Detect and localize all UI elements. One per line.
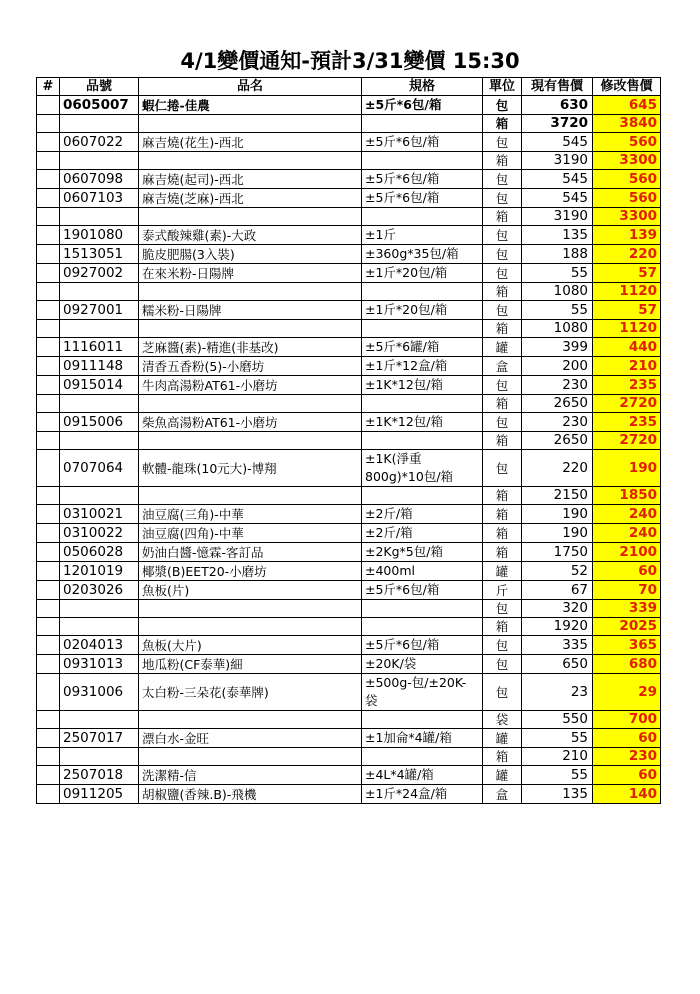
table-row: [37, 413, 661, 432]
unit-cell: 罐: [483, 338, 522, 357]
col-header-idx: #: [37, 78, 60, 96]
spec-cell: [362, 432, 483, 450]
row-index-cell: [37, 226, 60, 245]
new-price-cell: 2720: [593, 395, 661, 413]
product-code-cell: 0506028: [60, 543, 139, 562]
new-price-cell: 60: [593, 562, 661, 581]
unit-cell: 箱: [483, 543, 522, 562]
unit-cell: 包: [483, 170, 522, 189]
unit-cell: 箱: [483, 618, 522, 636]
current-price-cell: 23: [522, 674, 593, 711]
product-code-cell: [60, 152, 139, 170]
new-price-cell: 139: [593, 226, 661, 245]
spec-cell: ±20K/袋: [362, 655, 483, 674]
product-name-cell: 麻吉燒(花生)-西北: [139, 133, 362, 152]
product-code-cell: 0915006: [60, 413, 139, 432]
product-code-cell: 0310021: [60, 505, 139, 524]
product-code-cell: 0931013: [60, 655, 139, 674]
table-row: [37, 450, 661, 487]
spec-cell: ±500g-包/±20K-袋: [362, 674, 483, 711]
current-price-cell: 188: [522, 245, 593, 264]
product-code-cell: 1116011: [60, 338, 139, 357]
new-price-cell: 190: [593, 450, 661, 487]
product-name-cell: 漂白水-金旺: [139, 729, 362, 748]
current-price-cell: 320: [522, 600, 593, 618]
row-index-cell: [37, 133, 60, 152]
row-index-cell: [37, 487, 60, 505]
row-index-cell: [37, 524, 60, 543]
table-row: [37, 432, 661, 450]
table-row: [37, 96, 661, 115]
unit-cell: 箱: [483, 487, 522, 505]
new-price-cell: 60: [593, 766, 661, 785]
row-index-cell: [37, 170, 60, 189]
product-name-cell: 魚板(片): [139, 581, 362, 600]
price-change-table: [36, 77, 661, 804]
unit-cell: 箱: [483, 748, 522, 766]
unit-cell: 包: [483, 636, 522, 655]
spec-cell: ±2Kg*5包/箱: [362, 543, 483, 562]
row-index-cell: [37, 543, 60, 562]
new-price-cell: 3840: [593, 115, 661, 133]
row-index-cell: [37, 357, 60, 376]
table-row: [37, 766, 661, 785]
new-price-cell: 2720: [593, 432, 661, 450]
row-index-cell: [37, 636, 60, 655]
table-row: [37, 487, 661, 505]
product-code-cell: [60, 432, 139, 450]
spec-cell: ±1K(淨重800g)*10包/箱: [362, 450, 483, 487]
product-name-cell: 在來米粉-日陽牌: [139, 264, 362, 283]
new-price-cell: 240: [593, 524, 661, 543]
current-price-cell: 3720: [522, 115, 593, 133]
current-price-cell: 630: [522, 96, 593, 115]
row-index-cell: [37, 283, 60, 301]
new-price-cell: 235: [593, 376, 661, 395]
current-price-cell: 545: [522, 133, 593, 152]
unit-cell: 包: [483, 226, 522, 245]
product-name-cell: 芝麻醬(素)-精進(非基改): [139, 338, 362, 357]
product-code-cell: 0931006: [60, 674, 139, 711]
spec-cell: ±2斤/箱: [362, 524, 483, 543]
unit-cell: 袋: [483, 711, 522, 729]
row-index-cell: [37, 618, 60, 636]
product-code-cell: 1513051: [60, 245, 139, 264]
spec-cell: [362, 711, 483, 729]
product-code-cell: 0911148: [60, 357, 139, 376]
spec-cell: ±5斤*6包/箱: [362, 133, 483, 152]
table-row: [37, 133, 661, 152]
table-row: [37, 674, 661, 711]
row-index-cell: [37, 96, 60, 115]
unit-cell: 包: [483, 674, 522, 711]
product-name-cell: 麻吉燒(起司)-西北: [139, 170, 362, 189]
new-price-cell: 240: [593, 505, 661, 524]
table-row: [37, 562, 661, 581]
table-row: [37, 226, 661, 245]
spec-cell: [362, 115, 483, 133]
row-index-cell: [37, 562, 60, 581]
spec-cell: ±1K*12包/箱: [362, 413, 483, 432]
product-code-cell: 0203026: [60, 581, 139, 600]
table-row: [37, 524, 661, 543]
col-header-new-price: 修改售價: [593, 78, 661, 96]
row-index-cell: [37, 320, 60, 338]
product-name-cell: [139, 208, 362, 226]
row-index-cell: [37, 152, 60, 170]
table-row: [37, 264, 661, 283]
spec-cell: ±1斤*24盒/箱: [362, 785, 483, 804]
product-name-cell: 脆皮肥腸(3入裝): [139, 245, 362, 264]
product-name-cell: [139, 487, 362, 505]
new-price-cell: 3300: [593, 152, 661, 170]
table-row: [37, 505, 661, 524]
current-price-cell: 335: [522, 636, 593, 655]
table-row: [37, 711, 661, 729]
row-index-cell: [37, 115, 60, 133]
row-index-cell: [37, 581, 60, 600]
new-price-cell: 1120: [593, 283, 661, 301]
unit-cell: 包: [483, 189, 522, 208]
current-price-cell: 135: [522, 785, 593, 804]
spec-cell: ±1斤: [362, 226, 483, 245]
product-name-cell: 太白粉-三朵花(泰華牌): [139, 674, 362, 711]
unit-cell: 包: [483, 245, 522, 264]
product-name-cell: 地瓜粉(CF泰華)細: [139, 655, 362, 674]
product-name-cell: 胡椒鹽(香辣.B)-飛機: [139, 785, 362, 804]
spec-cell: [362, 618, 483, 636]
product-name-cell: [139, 432, 362, 450]
spec-cell: [362, 152, 483, 170]
product-code-cell: [60, 600, 139, 618]
unit-cell: 罐: [483, 562, 522, 581]
spec-cell: ±5斤*6包/箱: [362, 96, 483, 115]
product-name-cell: 麻吉燒(芝麻)-西北: [139, 189, 362, 208]
current-price-cell: 545: [522, 170, 593, 189]
unit-cell: 盒: [483, 785, 522, 804]
current-price-cell: 1920: [522, 618, 593, 636]
unit-cell: 箱: [483, 320, 522, 338]
spec-cell: ±1斤*20包/箱: [362, 301, 483, 320]
current-price-cell: 3190: [522, 208, 593, 226]
spec-cell: [362, 283, 483, 301]
table-row: [37, 618, 661, 636]
product-name-cell: 奶油白醬-憶霖-客訂品: [139, 543, 362, 562]
product-code-cell: 0707064: [60, 450, 139, 487]
table-row: [37, 152, 661, 170]
table-row: [37, 655, 661, 674]
current-price-cell: 55: [522, 264, 593, 283]
table-row: [37, 729, 661, 748]
unit-cell: 箱: [483, 283, 522, 301]
new-price-cell: 57: [593, 264, 661, 283]
spec-cell: [362, 600, 483, 618]
current-price-cell: 220: [522, 450, 593, 487]
row-index-cell: [37, 395, 60, 413]
unit-cell: 包: [483, 600, 522, 618]
product-name-cell: [139, 395, 362, 413]
product-name-cell: 牛肉高湯粉AT61-小磨坊: [139, 376, 362, 395]
product-code-cell: [60, 711, 139, 729]
new-price-cell: 2025: [593, 618, 661, 636]
spec-cell: ±400ml: [362, 562, 483, 581]
table-row: [37, 283, 661, 301]
unit-cell: 包: [483, 96, 522, 115]
unit-cell: 箱: [483, 524, 522, 543]
new-price-cell: 2100: [593, 543, 661, 562]
table-row: [37, 543, 661, 562]
unit-cell: 罐: [483, 766, 522, 785]
table-row: [37, 115, 661, 133]
unit-cell: 箱: [483, 115, 522, 133]
table-row: [37, 395, 661, 413]
product-name-cell: [139, 115, 362, 133]
current-price-cell: 2650: [522, 432, 593, 450]
spec-cell: ±1加侖*4罐/箱: [362, 729, 483, 748]
product-code-cell: [60, 283, 139, 301]
product-code-cell: 0607098: [60, 170, 139, 189]
unit-cell: 箱: [483, 432, 522, 450]
row-index-cell: [37, 301, 60, 320]
spec-cell: [362, 487, 483, 505]
row-index-cell: [37, 432, 60, 450]
unit-cell: 盒: [483, 357, 522, 376]
row-index-cell: [37, 376, 60, 395]
table-row: [37, 245, 661, 264]
unit-cell: 包: [483, 376, 522, 395]
product-code-cell: 2507018: [60, 766, 139, 785]
unit-cell: 箱: [483, 505, 522, 524]
row-index-cell: [37, 674, 60, 711]
product-code-cell: [60, 618, 139, 636]
product-code-cell: 0915014: [60, 376, 139, 395]
product-code-cell: [60, 487, 139, 505]
product-name-cell: [139, 711, 362, 729]
product-code-cell: 1201019: [60, 562, 139, 581]
current-price-cell: 650: [522, 655, 593, 674]
table-row: [37, 170, 661, 189]
unit-cell: 箱: [483, 152, 522, 170]
unit-cell: 包: [483, 301, 522, 320]
unit-cell: 包: [483, 264, 522, 283]
product-code-cell: [60, 208, 139, 226]
new-price-cell: 220: [593, 245, 661, 264]
col-header-unit: 單位: [483, 78, 522, 96]
spec-cell: ±1K*12包/箱: [362, 376, 483, 395]
product-name-cell: [139, 283, 362, 301]
new-price-cell: 700: [593, 711, 661, 729]
unit-cell: 包: [483, 413, 522, 432]
spec-cell: ±2斤/箱: [362, 505, 483, 524]
new-price-cell: 70: [593, 581, 661, 600]
product-code-cell: 0605007: [60, 96, 139, 115]
new-price-cell: 1850: [593, 487, 661, 505]
table-row: [37, 301, 661, 320]
row-index-cell: [37, 711, 60, 729]
col-header-name: 品名: [139, 78, 362, 96]
spec-cell: ±360g*35包/箱: [362, 245, 483, 264]
current-price-cell: 230: [522, 376, 593, 395]
table-row: [37, 376, 661, 395]
spec-cell: ±5斤*6包/箱: [362, 189, 483, 208]
unit-cell: 箱: [483, 395, 522, 413]
unit-cell: 斤: [483, 581, 522, 600]
current-price-cell: 135: [522, 226, 593, 245]
row-index-cell: [37, 264, 60, 283]
product-code-cell: 0911205: [60, 785, 139, 804]
product-code-cell: 0607103: [60, 189, 139, 208]
table-row: [37, 600, 661, 618]
product-code-cell: 2507017: [60, 729, 139, 748]
new-price-cell: 645: [593, 96, 661, 115]
row-index-cell: [37, 748, 60, 766]
table-row: [37, 320, 661, 338]
unit-cell: 罐: [483, 729, 522, 748]
current-price-cell: 1750: [522, 543, 593, 562]
product-code-cell: 0927001: [60, 301, 139, 320]
spec-cell: ±5斤*6包/箱: [362, 170, 483, 189]
unit-cell: 箱: [483, 208, 522, 226]
product-name-cell: 軟體-龍珠(10元大)-博翔: [139, 450, 362, 487]
new-price-cell: 560: [593, 189, 661, 208]
product-name-cell: 椰漿(B)EET20-小磨坊: [139, 562, 362, 581]
spec-cell: [362, 748, 483, 766]
row-index-cell: [37, 413, 60, 432]
product-name-cell: [139, 748, 362, 766]
spec-cell: [362, 395, 483, 413]
current-price-cell: 1080: [522, 320, 593, 338]
row-index-cell: [37, 450, 60, 487]
product-code-cell: [60, 115, 139, 133]
product-code-cell: [60, 748, 139, 766]
spec-cell: ±1斤*20包/箱: [362, 264, 483, 283]
new-price-cell: 339: [593, 600, 661, 618]
table-row: [37, 357, 661, 376]
table-row: [37, 785, 661, 804]
new-price-cell: 230: [593, 748, 661, 766]
spec-cell: ±4L*4罐/箱: [362, 766, 483, 785]
spec-cell: ±5斤*6罐/箱: [362, 338, 483, 357]
product-name-cell: 魚板(大片): [139, 636, 362, 655]
row-index-cell: [37, 600, 60, 618]
current-price-cell: 52: [522, 562, 593, 581]
new-price-cell: 140: [593, 785, 661, 804]
current-price-cell: 1080: [522, 283, 593, 301]
spec-cell: ±5斤*6包/箱: [362, 636, 483, 655]
spec-cell: ±1斤*12盒/箱: [362, 357, 483, 376]
row-index-cell: [37, 655, 60, 674]
new-price-cell: 57: [593, 301, 661, 320]
current-price-cell: 200: [522, 357, 593, 376]
product-code-cell: 0310022: [60, 524, 139, 543]
table-row: [37, 338, 661, 357]
row-index-cell: [37, 766, 60, 785]
product-code-cell: 0927002: [60, 264, 139, 283]
spec-cell: [362, 320, 483, 338]
col-header-code: 品號: [60, 78, 139, 96]
product-name-cell: 泰式酸辣雞(素)-大政: [139, 226, 362, 245]
current-price-cell: 55: [522, 729, 593, 748]
page-title: 4/1變價通知-預計3/31變價 15:30: [180, 49, 520, 73]
product-name-cell: [139, 152, 362, 170]
product-name-cell: 油豆腐(四角)-中華: [139, 524, 362, 543]
row-index-cell: [37, 245, 60, 264]
new-price-cell: 560: [593, 170, 661, 189]
product-name-cell: 柴魚高湯粉AT61-小磨坊: [139, 413, 362, 432]
new-price-cell: 365: [593, 636, 661, 655]
product-name-cell: 油豆腐(三角)-中華: [139, 505, 362, 524]
product-name-cell: 清香五香粉(5)-小磨坊: [139, 357, 362, 376]
product-name-cell: [139, 600, 362, 618]
new-price-cell: 1120: [593, 320, 661, 338]
new-price-cell: 29: [593, 674, 661, 711]
product-name-cell: [139, 320, 362, 338]
new-price-cell: 560: [593, 133, 661, 152]
product-name-cell: 糯米粉-日陽牌: [139, 301, 362, 320]
current-price-cell: 55: [522, 766, 593, 785]
new-price-cell: 60: [593, 729, 661, 748]
current-price-cell: 190: [522, 524, 593, 543]
col-header-current-price: 現有售價: [522, 78, 593, 96]
table-row: [37, 189, 661, 208]
row-index-cell: [37, 189, 60, 208]
col-header-spec: 規格: [362, 78, 483, 96]
product-code-cell: [60, 395, 139, 413]
new-price-cell: 235: [593, 413, 661, 432]
new-price-cell: 210: [593, 357, 661, 376]
unit-cell: 包: [483, 655, 522, 674]
new-price-cell: 3300: [593, 208, 661, 226]
current-price-cell: 2150: [522, 487, 593, 505]
row-index-cell: [37, 208, 60, 226]
header-row: [37, 78, 661, 96]
unit-cell: 包: [483, 450, 522, 487]
current-price-cell: 190: [522, 505, 593, 524]
current-price-cell: 67: [522, 581, 593, 600]
product-code-cell: [60, 320, 139, 338]
product-name-cell: 蝦仁捲-佳農: [139, 96, 362, 115]
row-index-cell: [37, 785, 60, 804]
current-price-cell: 2650: [522, 395, 593, 413]
product-code-cell: 1901080: [60, 226, 139, 245]
table-row: [37, 581, 661, 600]
current-price-cell: 550: [522, 711, 593, 729]
spec-cell: ±5斤*6包/箱: [362, 581, 483, 600]
current-price-cell: 210: [522, 748, 593, 766]
row-index-cell: [37, 505, 60, 524]
product-code-cell: 0607022: [60, 133, 139, 152]
current-price-cell: 399: [522, 338, 593, 357]
spec-cell: [362, 208, 483, 226]
product-code-cell: 0204013: [60, 636, 139, 655]
new-price-cell: 680: [593, 655, 661, 674]
row-index-cell: [37, 729, 60, 748]
product-name-cell: 洗潔精-信: [139, 766, 362, 785]
table-body: [37, 96, 661, 804]
table-row: [37, 636, 661, 655]
current-price-cell: 55: [522, 301, 593, 320]
current-price-cell: 3190: [522, 152, 593, 170]
row-index-cell: [37, 338, 60, 357]
table-row: [37, 748, 661, 766]
product-name-cell: [139, 618, 362, 636]
unit-cell: 包: [483, 133, 522, 152]
table-row: [37, 208, 661, 226]
new-price-cell: 440: [593, 338, 661, 357]
current-price-cell: 545: [522, 189, 593, 208]
current-price-cell: 230: [522, 413, 593, 432]
